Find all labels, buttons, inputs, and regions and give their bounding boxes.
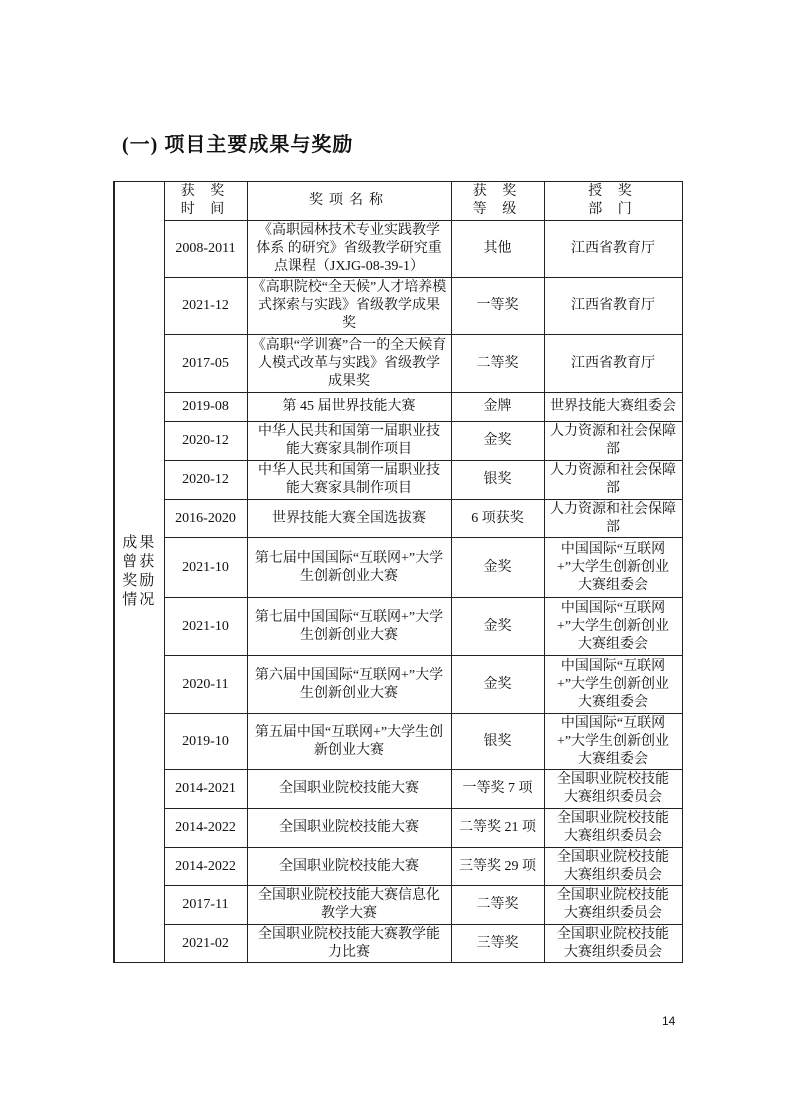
header-text: 部 门 (588, 202, 638, 217)
cell-name: 《高职院校“全天候”人才培养模式探索与实践》省级教学成果奖 (247, 278, 451, 335)
cell-dept: 全国职业院校技能大赛组织委员会 (544, 770, 682, 809)
cell-name: 全国职业院校技能大赛 (247, 770, 451, 809)
side-label-line: 奖励 (122, 573, 157, 589)
table-row (114, 598, 682, 656)
cell-level: 一等奖 7 项 (451, 770, 544, 809)
table-row (114, 538, 682, 598)
cell-level: 银奖 (451, 461, 544, 500)
awards-table (113, 181, 683, 963)
header-text: 获 奖 (472, 184, 523, 199)
table-row (114, 461, 682, 500)
cell-level: 三等奖 29 项 (451, 848, 544, 886)
cell-level: 金奖 (451, 538, 544, 598)
cell-level: 其他 (451, 221, 544, 278)
cell-dept: 全国职业院校技能大赛组织委员会 (544, 848, 682, 886)
header-text: 时 间 (180, 202, 231, 217)
table-row (114, 770, 682, 809)
table-row (114, 714, 682, 770)
cell-time: 2019-10 (164, 714, 247, 770)
table-row (114, 500, 682, 538)
cell-time: 2014-2022 (164, 809, 247, 848)
header-text: 奖项名称 (309, 193, 389, 208)
cell-name: 第 45 届世界技能大赛 (247, 393, 451, 422)
cell-name: 第六届中国国际“互联网+”大学生创新创业大赛 (247, 656, 451, 714)
cell-level: 金牌 (451, 393, 544, 422)
side-label-line: 曾获 (122, 554, 157, 570)
side-label (114, 182, 164, 963)
table-row (114, 335, 682, 393)
cell-level: 金奖 (451, 598, 544, 656)
cell-dept: 人力资源和社会保障部 (544, 422, 682, 461)
header-text: 授 奖 (588, 184, 638, 199)
cell-name: 全国职业院校技能大赛教学能力比赛 (247, 925, 451, 963)
cell-time: 2021-02 (164, 925, 247, 963)
page-number: 14 (662, 1014, 676, 1028)
cell-level: 三等奖 (451, 925, 544, 963)
cell-name: 世界技能大赛全国选拔赛 (247, 500, 451, 538)
cell-name: 《高职“学训赛”合一的全天候育人模式改革与实践》省级教学成果奖 (247, 335, 451, 393)
cell-dept: 全国职业院校技能大赛组织委员会 (544, 809, 682, 848)
cell-dept: 中国国际“互联网+”大学生创新创业大赛组委会 (544, 598, 682, 656)
side-label-line: 情况 (122, 592, 157, 608)
cell-dept: 中国国际“互联网+”大学生创新创业大赛组委会 (544, 714, 682, 770)
table-row (114, 278, 682, 335)
cell-name: 中华人民共和国第一届职业技能大赛家具制作项目 (247, 461, 451, 500)
section-title: (一) 项目主要成果与奖励 (122, 134, 354, 156)
cell-dept: 人力资源和社会保障部 (544, 500, 682, 538)
cell-name: 第七届中国国际“互联网+”大学生创新创业大赛 (247, 538, 451, 598)
header-text: 等 级 (472, 202, 523, 217)
table-row (114, 221, 682, 278)
cell-dept: 中国国际“互联网+”大学生创新创业大赛组委会 (544, 656, 682, 714)
header-level (451, 182, 544, 221)
cell-name: 第七届中国国际“互联网+”大学生创新创业大赛 (247, 598, 451, 656)
cell-dept: 全国职业院校技能大赛组织委员会 (544, 886, 682, 925)
cell-time: 2021-10 (164, 538, 247, 598)
cell-level: 金奖 (451, 656, 544, 714)
cell-dept: 江西省教育厅 (544, 221, 682, 278)
table-row (114, 886, 682, 925)
cell-time: 2020-12 (164, 422, 247, 461)
header-dept (544, 182, 682, 221)
cell-dept: 世界技能大赛组委会 (544, 393, 682, 422)
cell-dept: 江西省教育厅 (544, 335, 682, 393)
cell-time: 2021-10 (164, 598, 247, 656)
cell-level: 二等奖 (451, 886, 544, 925)
header-time (164, 182, 247, 221)
table-row (114, 848, 682, 886)
cell-name: 中华人民共和国第一届职业技能大赛家具制作项目 (247, 422, 451, 461)
side-label-line: 成果 (122, 535, 157, 551)
cell-dept: 全国职业院校技能大赛组织委员会 (544, 925, 682, 963)
table-row (114, 925, 682, 963)
cell-dept: 中国国际“互联网+”大学生创新创业大赛组委会 (544, 538, 682, 598)
cell-name: 全国职业院校技能大赛 (247, 809, 451, 848)
cell-level: 二等奖 (451, 335, 544, 393)
cell-time: 2017-05 (164, 335, 247, 393)
table-row (114, 809, 682, 848)
cell-time: 2021-12 (164, 278, 247, 335)
cell-dept: 人力资源和社会保障部 (544, 461, 682, 500)
cell-time: 2020-12 (164, 461, 247, 500)
cell-time: 2008-2011 (164, 221, 247, 278)
header-name (247, 182, 451, 221)
cell-level: 二等奖 21 项 (451, 809, 544, 848)
cell-level: 金奖 (451, 422, 544, 461)
cell-name: 第五届中国“互联网+”大学生创新创业大赛 (247, 714, 451, 770)
table-row (114, 422, 682, 461)
header-text: 获 奖 (180, 184, 231, 199)
cell-dept: 江西省教育厅 (544, 278, 682, 335)
cell-name: 《高职园林技术专业实践教学体系 的研究》省级教学研究重点课程（JXJG-08-39-1） (247, 221, 451, 278)
table-row (114, 656, 682, 714)
cell-level: 6 项获奖 (451, 500, 544, 538)
cell-time: 2014-2022 (164, 848, 247, 886)
cell-level: 银奖 (451, 714, 544, 770)
cell-time: 2016-2020 (164, 500, 247, 538)
table-row (114, 393, 682, 422)
table-header-row (114, 182, 682, 221)
cell-time: 2019-08 (164, 393, 247, 422)
cell-time: 2017-11 (164, 886, 247, 925)
cell-time: 2014-2021 (164, 770, 247, 809)
cell-time: 2020-11 (164, 656, 247, 714)
cell-level: 一等奖 (451, 278, 544, 335)
cell-name: 全国职业院校技能大赛信息化教学大赛 (247, 886, 451, 925)
cell-name: 全国职业院校技能大赛 (247, 848, 451, 886)
